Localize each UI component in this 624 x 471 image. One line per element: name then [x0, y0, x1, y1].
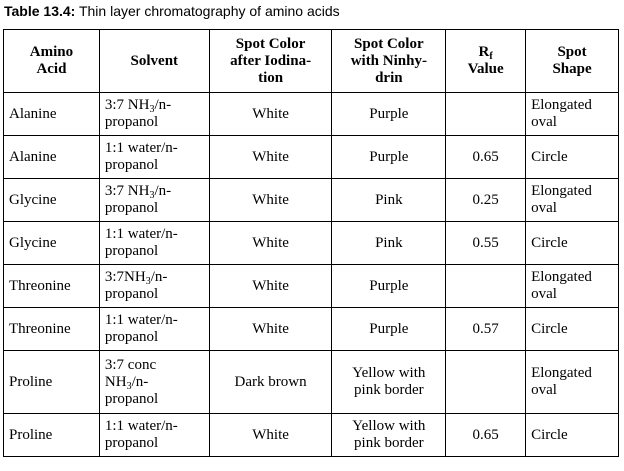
table-row: [4, 308, 619, 351]
cell-rf-value: 0.65: [446, 136, 526, 179]
header-spot-color-iodination: Spot Color after Iodina- tion: [209, 30, 332, 93]
cell-spot-color-ninhydrin: Purple: [332, 308, 446, 351]
table-header-row: [4, 30, 619, 93]
cell-rf-value: [446, 93, 526, 136]
cell-solvent: $3:7NH_3/n-$ propanol: [99, 265, 209, 308]
cell-spot-shape: Circle: [526, 136, 619, 179]
header-spot-color-ninhydrin: Spot Color with Ninhy- drin: [332, 30, 446, 93]
cell-rf-value: 0.57: [446, 308, 526, 351]
table-row: [4, 265, 619, 308]
cell-amino-acid: Alanine: [4, 93, 100, 136]
cell-spot-color-iodination: Dark brown: [209, 351, 332, 414]
cell-spot-color-iodination: White: [209, 308, 332, 351]
amino-acid-table: [3, 29, 619, 457]
cell-rf-value: 0.25: [446, 179, 526, 222]
cell-spot-color-ninhydrin: Purple: [332, 136, 446, 179]
cell-solvent: 1:1 water/n- propanol: [99, 414, 209, 457]
cell-spot-shape: Elongated oval: [526, 93, 619, 136]
header-solvent: Solvent: [99, 30, 209, 93]
cell-rf-value: 0.65: [446, 414, 526, 457]
cell-spot-color-iodination: White: [209, 222, 332, 265]
cell-spot-shape: Elongated oval: [526, 351, 619, 414]
cell-spot-color-ninhydrin: Pink: [332, 179, 446, 222]
cell-spot-color-iodination: White: [209, 414, 332, 457]
cell-solvent: 1:1 water/n- propanol: [99, 136, 209, 179]
table-row: [4, 93, 619, 136]
cell-solvent: 3:7 $NH_3/n-$ propanol: [99, 93, 209, 136]
cell-spot-shape: Circle: [526, 308, 619, 351]
cell-amino-acid: Glycine: [4, 222, 100, 265]
cell-amino-acid: Alanine: [4, 136, 100, 179]
cell-spot-shape: Circle: [526, 414, 619, 457]
cell-rf-value: [446, 265, 526, 308]
cell-rf-value: 0.55: [446, 222, 526, 265]
cell-spot-color-ninhydrin: Yellow with pink border: [332, 414, 446, 457]
cell-spot-color-iodination: White: [209, 136, 332, 179]
cell-spot-color-ninhydrin: Purple: [332, 265, 446, 308]
cell-spot-shape: Elongated oval: [526, 179, 619, 222]
header-amino-acid: Amino Acid: [4, 30, 100, 93]
cell-solvent: 3:7 $NH_3/n-$ propanol: [99, 179, 209, 222]
table-row: [4, 179, 619, 222]
table-row: [4, 414, 619, 457]
table-row: [4, 136, 619, 179]
header-spot-shape: Spot Shape: [526, 30, 619, 93]
cell-amino-acid: Threonine: [4, 265, 100, 308]
cell-spot-color-iodination: White: [209, 265, 332, 308]
cell-spot-color-iodination: White: [209, 93, 332, 136]
cell-spot-color-ninhydrin: Pink: [332, 222, 446, 265]
cell-spot-shape: Circle: [526, 222, 619, 265]
table-caption: [4, 3, 340, 19]
cell-amino-acid: Proline: [4, 351, 100, 414]
header-rf-value: $R_f$ Value: [446, 30, 526, 93]
caption-text: Thin layer chromatography of amino acids: [75, 3, 340, 19]
cell-amino-acid: Proline: [4, 414, 100, 457]
cell-amino-acid: Glycine: [4, 179, 100, 222]
cell-solvent: 1:1 water/n- propanol: [99, 308, 209, 351]
cell-spot-color-iodination: White: [209, 179, 332, 222]
cell-amino-acid: Threonine: [4, 308, 100, 351]
cell-rf-value: [446, 351, 526, 414]
cell-spot-shape: Elongated oval: [526, 265, 619, 308]
caption-label: Table 13.4:: [4, 3, 76, 19]
cell-spot-color-ninhydrin: Purple: [332, 93, 446, 136]
table-row: [4, 222, 619, 265]
cell-solvent: 3:7 conc $NH_3/n-$ propanol: [99, 351, 209, 414]
cell-solvent: 1:1 water/n- propanol: [99, 222, 209, 265]
cell-spot-color-ninhydrin: Yellow with pink border: [332, 351, 446, 414]
table-row: [4, 351, 619, 414]
table-body: [4, 93, 619, 457]
